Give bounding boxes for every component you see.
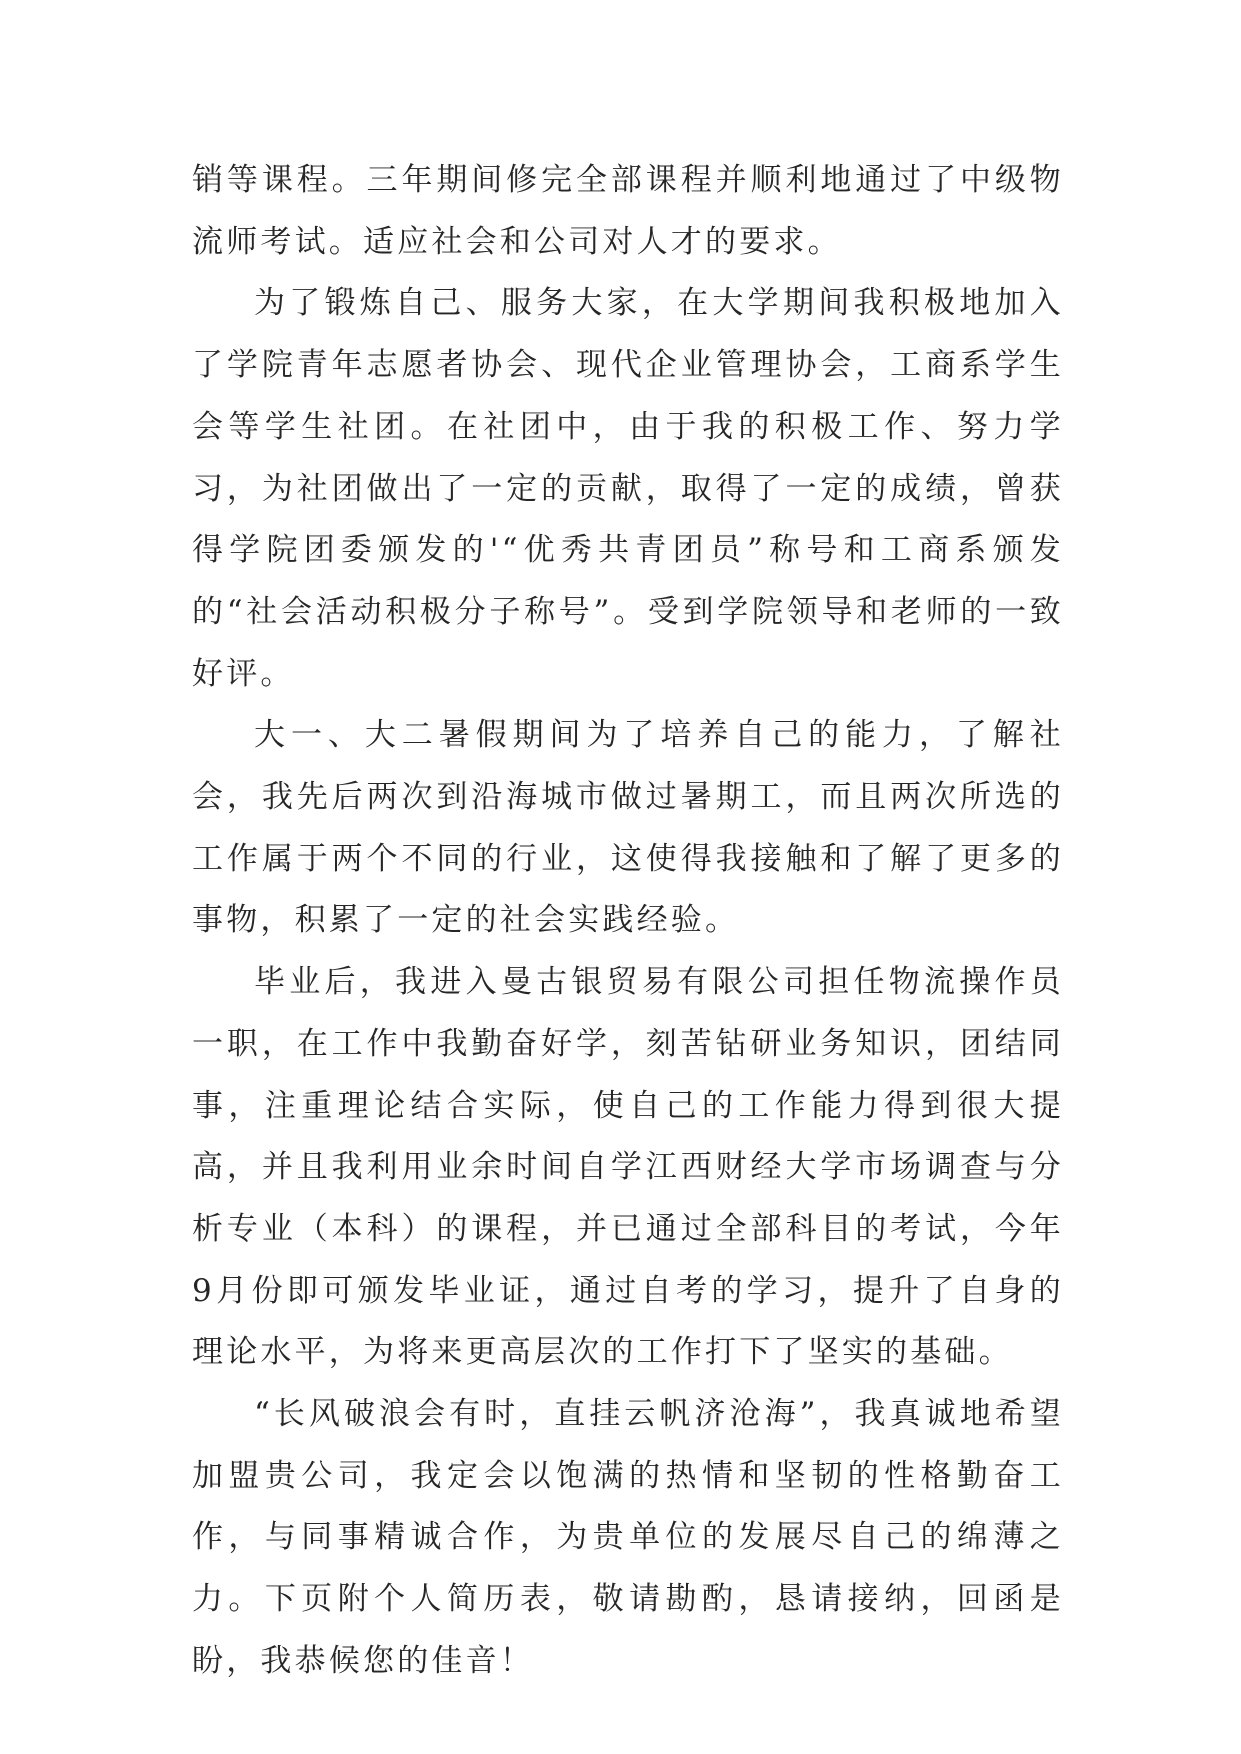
paragraph-summer-work: 大一、大二暑假期间为了培养自己的能力，了解社会，我先后两次到沿海城市做过暑期工，而且两次所选的工作属于两个不同的行业，这使得我接触和了解了更多的事物，积累了一定的社会实践经验。 xyxy=(192,717,1064,939)
document-body xyxy=(192,150,1064,1693)
paragraph-closing: “长风破浪会有时，直挂云帆济沧海”，我真诚地希望加盟贵公司，我定会以饱满的热情和坚韧的性格勤奋工作，与同事精诚合作，为贵单位的发展尽自己的绵薄之力。下页附个人简历表，敬请勘酌，恳请接纳，回函是盼，我恭候您的佳音！ xyxy=(192,1396,1064,1679)
paragraph-employment: 毕业后，我进入曼古银贸易有限公司担任物流操作员一职，在工作中我勤奋好学，刻苦钻研业务知识，团结同事，注重理论结合实际，使自己的工作能力得到很大提高，并且我利用业余时间自学江西财经大学市场调查与分析专业（本科）的课程，并已通过全部科目的考试，今年9月份即可颁发毕业证，通过自考的学习，提升了自身的理论水平，为将来更高层次的工作打下了坚实的基础。 xyxy=(192,964,1064,1371)
paragraph-activities: 为了锻炼自己、服务大家，在大学期间我积极地加入了学院青年志愿者协会、现代企业管理协会，工商系学生会等学生社团。在社团中，由于我的积极工作、努力学习，为社团做出了一定的贡献，取得了一定的成绩，曾获得学院团委颁发的'“优秀共青团员”称号和工商系颁发的“社会活动积极分子称号”。受到学院领导和老师的一致好评。 xyxy=(192,285,1064,692)
paragraph-continued: 销等课程。三年期间修完全部课程并顺利地通过了中级物流师考试。适应社会和公司对人才的要求。 xyxy=(192,162,1064,260)
